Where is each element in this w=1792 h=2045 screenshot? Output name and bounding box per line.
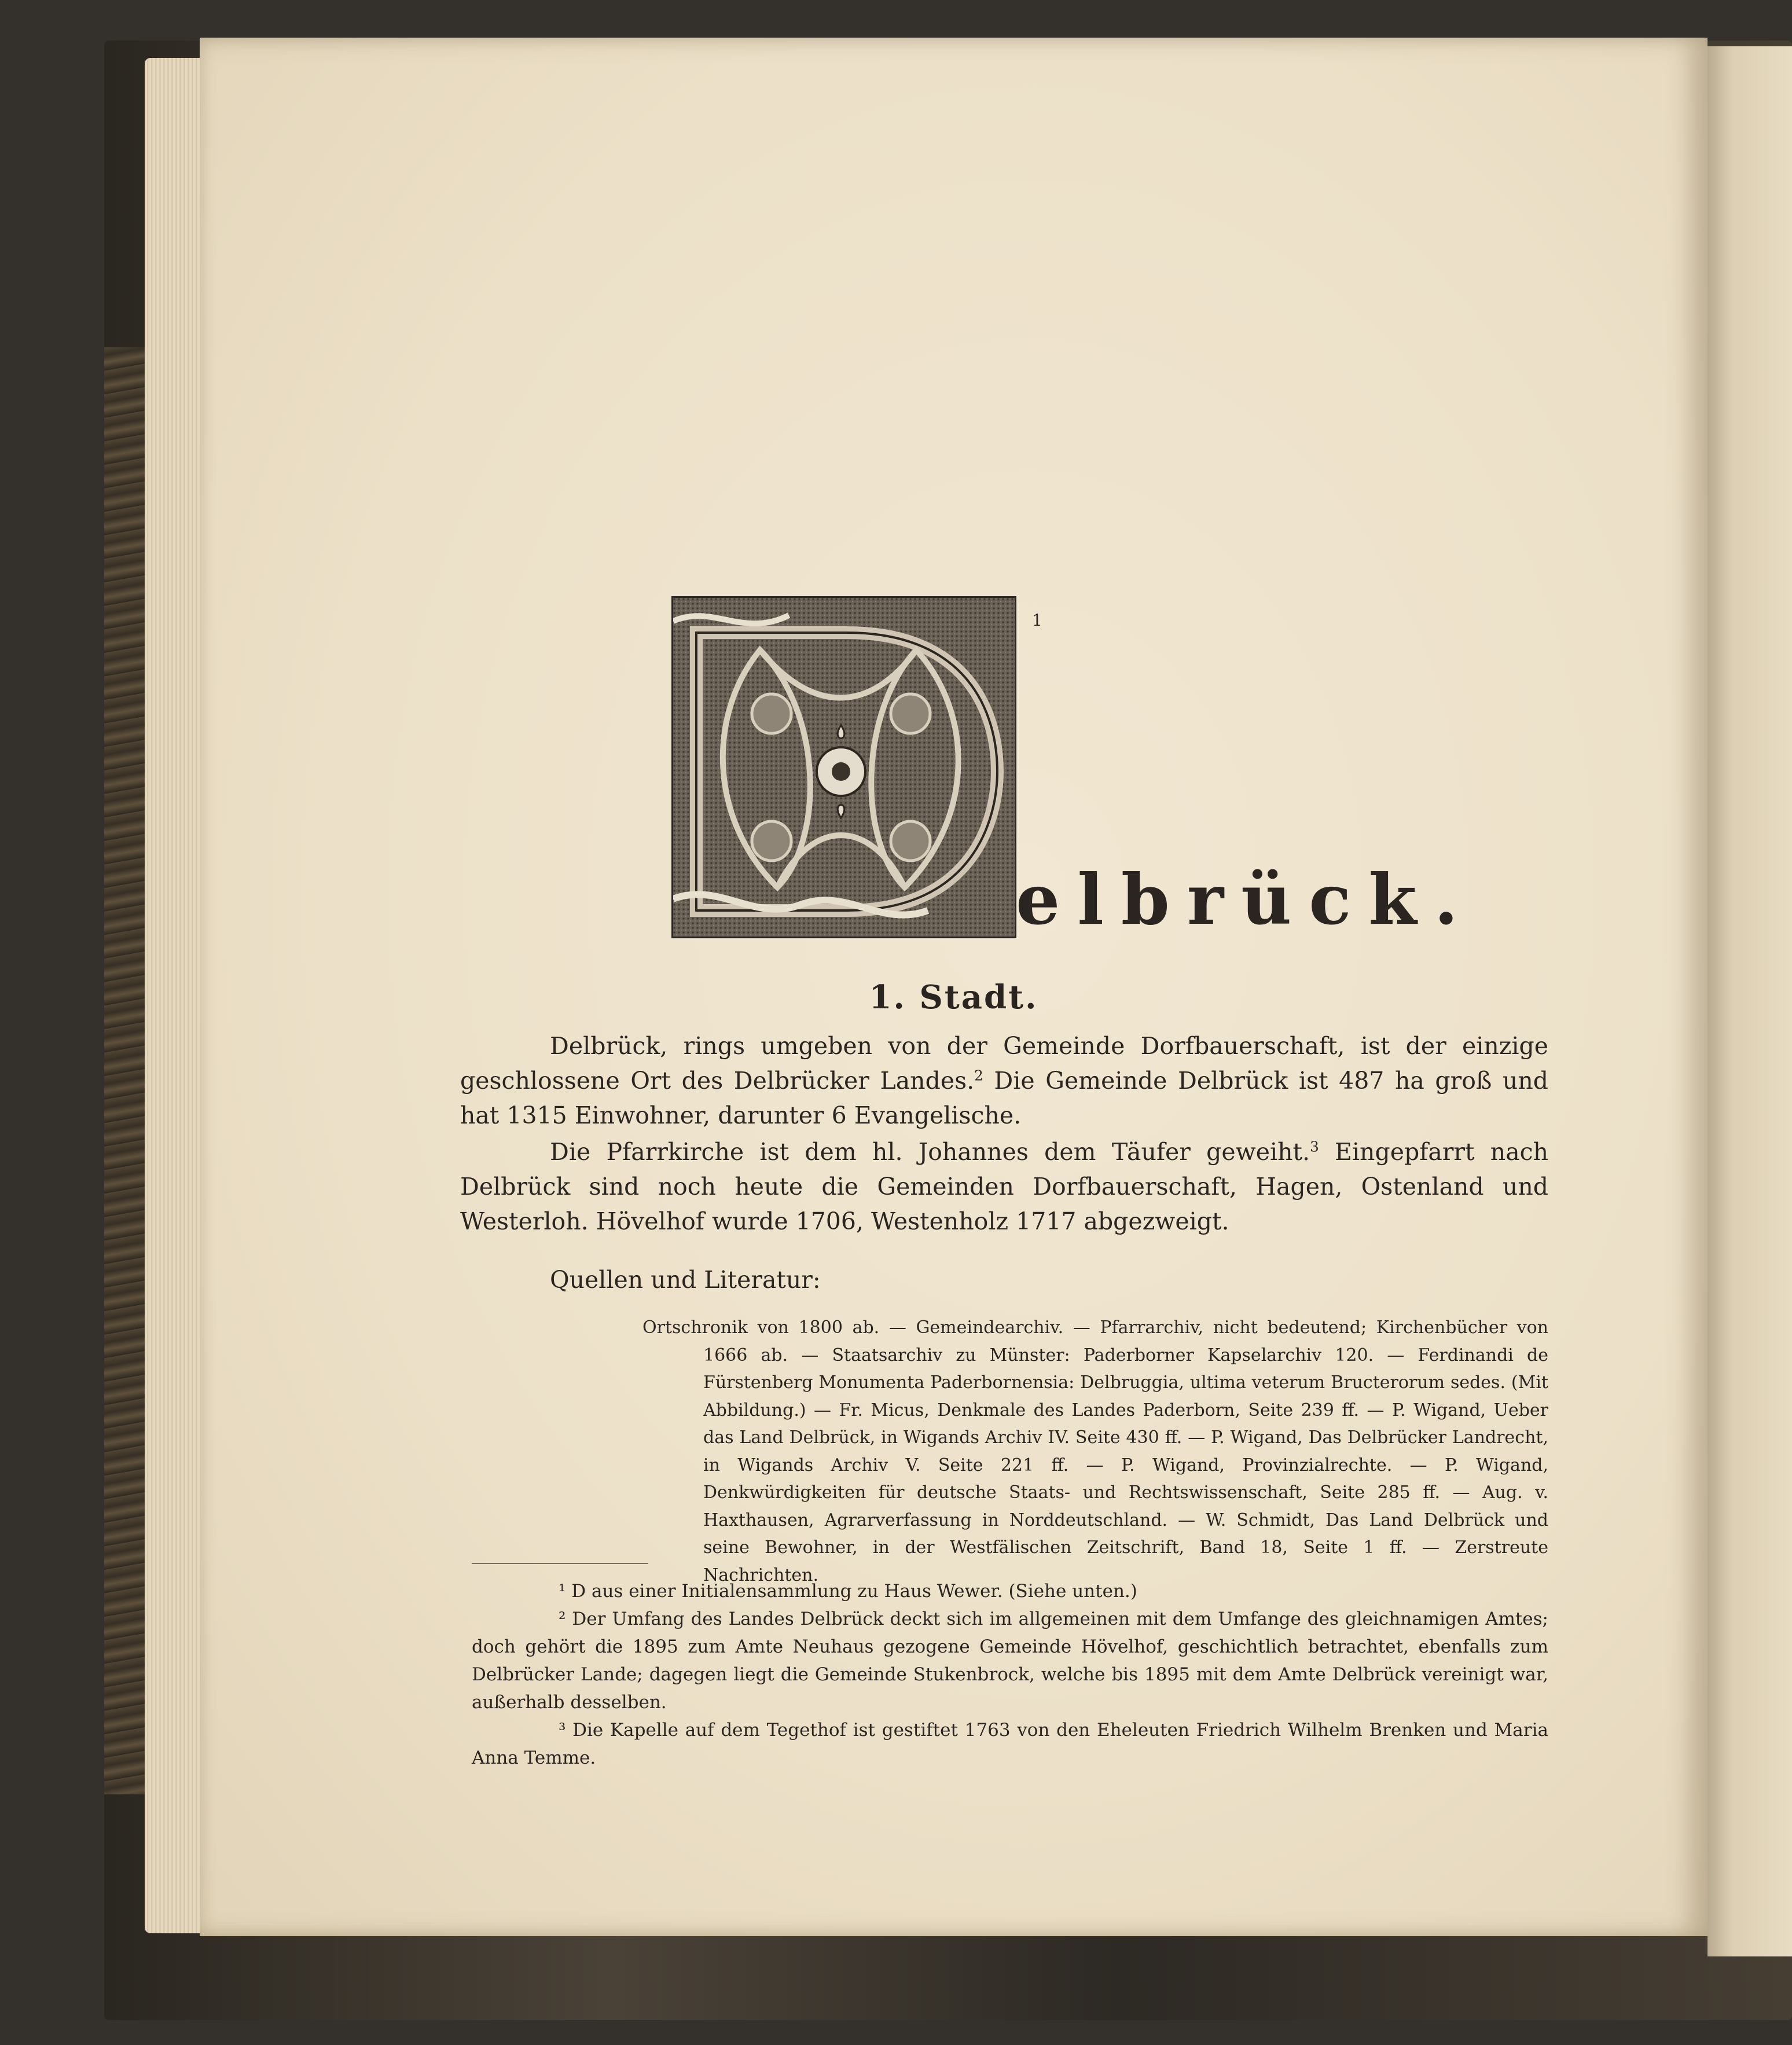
paragraph-2-text-cont: Eingepfarrt nach Delbrück sind noch heute die Gemeinden Dorfbauerschaft, Hagen, Ostenland und Westerloh. Hövelhof wurde 1706, Westenholz 1717 abgezweigt. (460, 1138, 1549, 1235)
sources-list: Ortschronik von 1800 ab. — Gemeindearchiv. — Pfarrarchiv, nicht bedeutend; Kirchenbücher von 1666 ab. — Staatsarchiv zu Münster: Paderborner Kapselarchiv 120. — Ferdinandi de Fürstenberg Monumenta Paderbornensia: Delbruggia, ultima veterum Bructerorum sedes. (Mit Abbildung.) — Fr. Micus, Denkmale des Landes Paderborn, Seite 239 ff. — P. Wigand, Ueber das Land Delbrück, in Wigands Archiv IV. Seite 430 ff. — P. Wigand, Das Delbrücker Landrecht, in Wigands Archiv V. Seite 221 ff. — P. Wigand, Provinzialrechte. — P. Wigand, Denkwürdigkeiten für deutsche Staats- und Rechtswissenschaft, Seite 285 ff. — Aug. v. Haxthausen, Agrarverfassung in Norddeutschland. — W. Schmidt, Das Land Delbrück und seine Bewohner, in der Westfälischen Zeitschrift, Band 18, Seite 1 ff. — Zerstreute Nachrichten. (642, 1317, 1548, 1585)
paragraph-1-text: Delbrück, rings umgeben von der Gemeinde Dorfbauerschaft, ist der einzige geschlossene Ort des Delbrücker Landes. (460, 1032, 1548, 1095)
footnote-ref-2: 2 (974, 1067, 983, 1084)
facing-page-edge (1707, 46, 1792, 1956)
paragraph-1 (460, 1029, 1548, 1133)
footnotes (472, 1577, 1548, 1772)
sources-heading: Quellen und Literatur: (550, 1266, 821, 1294)
footnote-3: ³ Die Kapelle auf dem Tegethof ist gestiftet 1763 von den Eheleuten Friedrich Wilhelm Brenken und Maria Anna Temme. (472, 1720, 1548, 1768)
footnote-ref-3: 3 (1310, 1138, 1319, 1155)
paragraph-2 (460, 1135, 1548, 1239)
title-word-rest: elbrück. (1016, 859, 1476, 941)
initial-footnote-mark: 1 (1032, 611, 1042, 630)
paragraph-1-text-cont: Die Gemeinde Delbrück ist 487 ha groß und hat 1315 Einwohner, darunter 6 Evangelische. (460, 1067, 1548, 1129)
footnote-1: ¹ D aus einer Initialensammlung zu Haus Wewer. (Siehe unten.) (559, 1581, 1137, 1602)
section-heading: 1. Stadt. (869, 978, 1038, 1016)
paragraph-2-text: Die Pfarrkirche ist dem hl. Johannes dem Täufer geweiht. (550, 1138, 1310, 1166)
book-page (200, 38, 1707, 1936)
decorated-initial-d-image (671, 596, 1016, 938)
footnote-divider (472, 1563, 648, 1564)
footnote-2: ² Der Umfang des Landes Delbrück deckt sich im allgemeinen mit dem Umfange des gleichnamigen Amtes; doch gehört die 1895 zum Amte Neuhaus gezogene Gemeinde Hövelhof, geschichtlich betrachtet, ebenfalls zum Delbrücker Lande; dagegen liegt die Gemeinde Stukenbrock, welche bis 1895 mit dem Amte Delbrück vereinigt war, außerhalb desselben. (472, 1609, 1548, 1713)
